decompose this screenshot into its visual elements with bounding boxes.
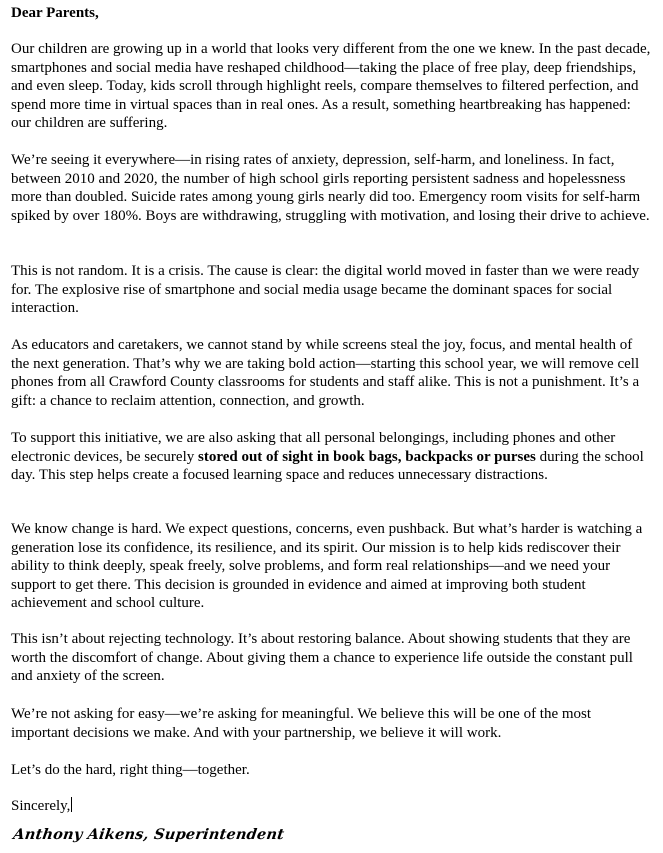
paragraph-together: Let’s do the hard, right thing—together. xyxy=(11,762,250,778)
paragraph-belongings-emphasis: stored out of sight in book bags, backpacks or purses xyxy=(198,448,536,465)
paragraph-statistics: We’re seeing it everywhere—in rising rates of anxiety, depression, self-harm, and loneliness. In fact, between 2010 and 2020, the number of high school girls reporting persistent sadness and hopelessness more than doubled. Suicide rates among young girls nearly did too. Emergency room visits for self-harm spiked by over 180%. Boys are withdrawing, struggling with motivation, and losing their drive to achieve. xyxy=(11,152,650,224)
text-cursor xyxy=(71,797,72,812)
paragraph-belongings xyxy=(11,429,651,485)
paragraph-belongings-text-start: To support this initiative, we are also asking that all personal belongings, including phones and other electronic devices, be securely xyxy=(11,430,616,465)
paragraph-crisis: This is not random. It is a crisis. The cause is clear: the digital world moved in faster than we were ready for. The explosive rise of smartphone and social media usage became the dominant spaces for social interaction. xyxy=(11,263,640,316)
letter-closing-text: Sincerely, xyxy=(11,798,71,814)
paragraph-balance: This isn’t about rejecting technology. It’s about restoring balance. About showing students that they are worth the discomfort of change. About giving them a chance to experience life outside the constant pull and anxiety of the screen. xyxy=(11,631,633,684)
paragraph-meaningful: We’re not asking for easy—we’re asking for meaningful. We believe this will be one of the most important decisions we make. And with your partnership, we believe it will work. xyxy=(11,706,592,741)
paragraph-action: As educators and caretakers, we cannot stand by while screens steal the joy, focus, and mental health of the next generation. That’s why we are taking bold action—starting this school year, we will remove cell phones from all Crawford County classrooms for students and staff alike. This is not a punishment. It’s a gift: a chance to reclaim attention, connection, and growth. xyxy=(11,337,640,409)
letter-closing xyxy=(11,797,72,816)
paragraph-belongings-text-end: during the school day. This step helps create a focused learning space and reduces unnecessary distractions. xyxy=(11,448,644,483)
paragraph-change: We know change is hard. We expect questions, concerns, even pushback. But what’s harder is watching a generation lose its confidence, its resilience, and its spirit. Our mission is to help kids rediscover their ability to think deeply, speak freely, solve problems, and form real relationships—and we need your support to get there. This decision is grounded in evidence and aimed at improving both student achievement and school culture. xyxy=(11,521,643,611)
letter-greeting: Dear Parents, xyxy=(11,5,99,21)
paragraph-intro: Our children are growing up in a world that looks very different from the one we knew. In the past decade, smartphones and social media have reshaped childhood—taking the place of free play, deep friendships, and even sleep. Today, kids scroll through highlight reels, compare themselves to filtered perfection, and spend more time in virtual spaces than in real ones. As a result, something heartbreaking has happened: our children are suffering. xyxy=(11,41,651,131)
signature: Anthony Aikens, Superintendent xyxy=(12,826,286,843)
